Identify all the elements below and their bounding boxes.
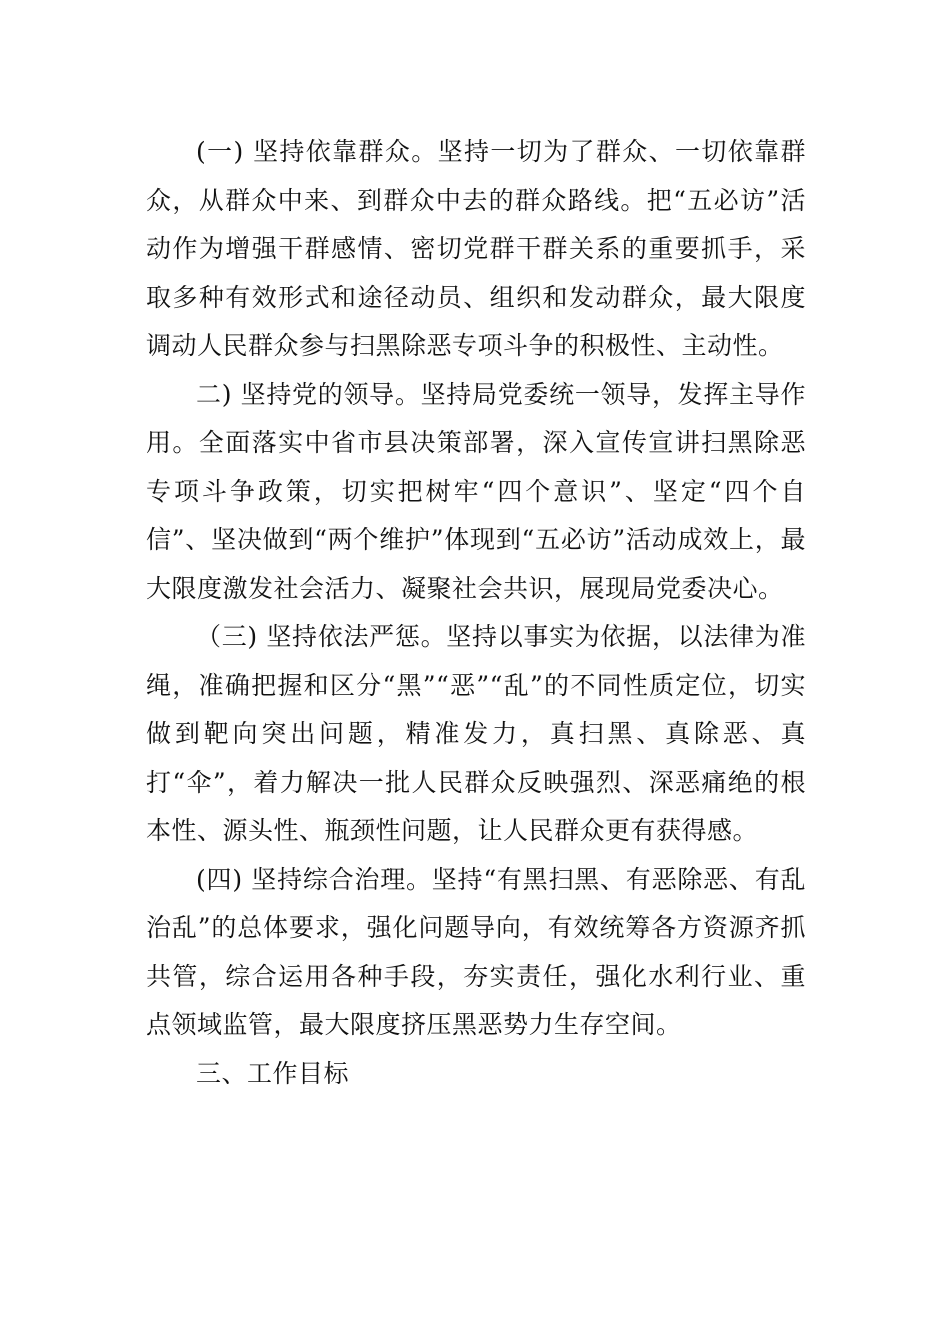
section-heading-work-goals: 三、工作目标 — [196, 1058, 350, 1088]
paragraph-party-leadership: 二) 坚持党的领导。坚持局党委统一领导，发挥主导作用。全面落实中省市县决策部署，深入宣传宣讲扫黑除恶专项斗争政策，切实把树牢“四个意识”、坚定“四个自信”、坚决做到“两个维护”体现到“五必访”活动成效上，最大限度激发社会活力、凝聚社会共识，展现局党委决心。 — [146, 379, 806, 603]
document-body — [146, 128, 806, 1098]
paragraph-strict-punishment: （三) 坚持依法严惩。坚持以事实为依据，以法律为准绳，准确把握和区分“黑”“恶”“乱”的不同性质定位，切实做到靶向突出问题，精准发力，真扫黑、真除恶、真打“伞”，着力解决一批人民群众反映强烈、深恶痛绝的根本性、源头性、瓶颈性问题，让人民群众更有获得感。 — [146, 622, 806, 845]
paragraph-rely-on-masses: (一) 坚持依靠群众。坚持一切为了群众、一切依靠群众，从群众中来、到群众中去的群众路线。把“五必访”活动作为增强干群感情、密切党群干群关系的重要抓手，采取多种有效形式和途径动员、组织和发动群众，最大限度调动人民群众参与扫黑除恶专项斗争的积极性、主动性。 — [146, 137, 806, 360]
paragraph-comprehensive-governance: (四) 坚持综合治理。坚持“有黑扫黑、有恶除恶、有乱治乱”的总体要求，强化问题导向，有效统筹各方资源齐抓共管，综合运用各种手段，夯实责任，强化水利行业、重点领域监管，最大限度挤压黑恶势力生存空间。 — [146, 864, 806, 1039]
